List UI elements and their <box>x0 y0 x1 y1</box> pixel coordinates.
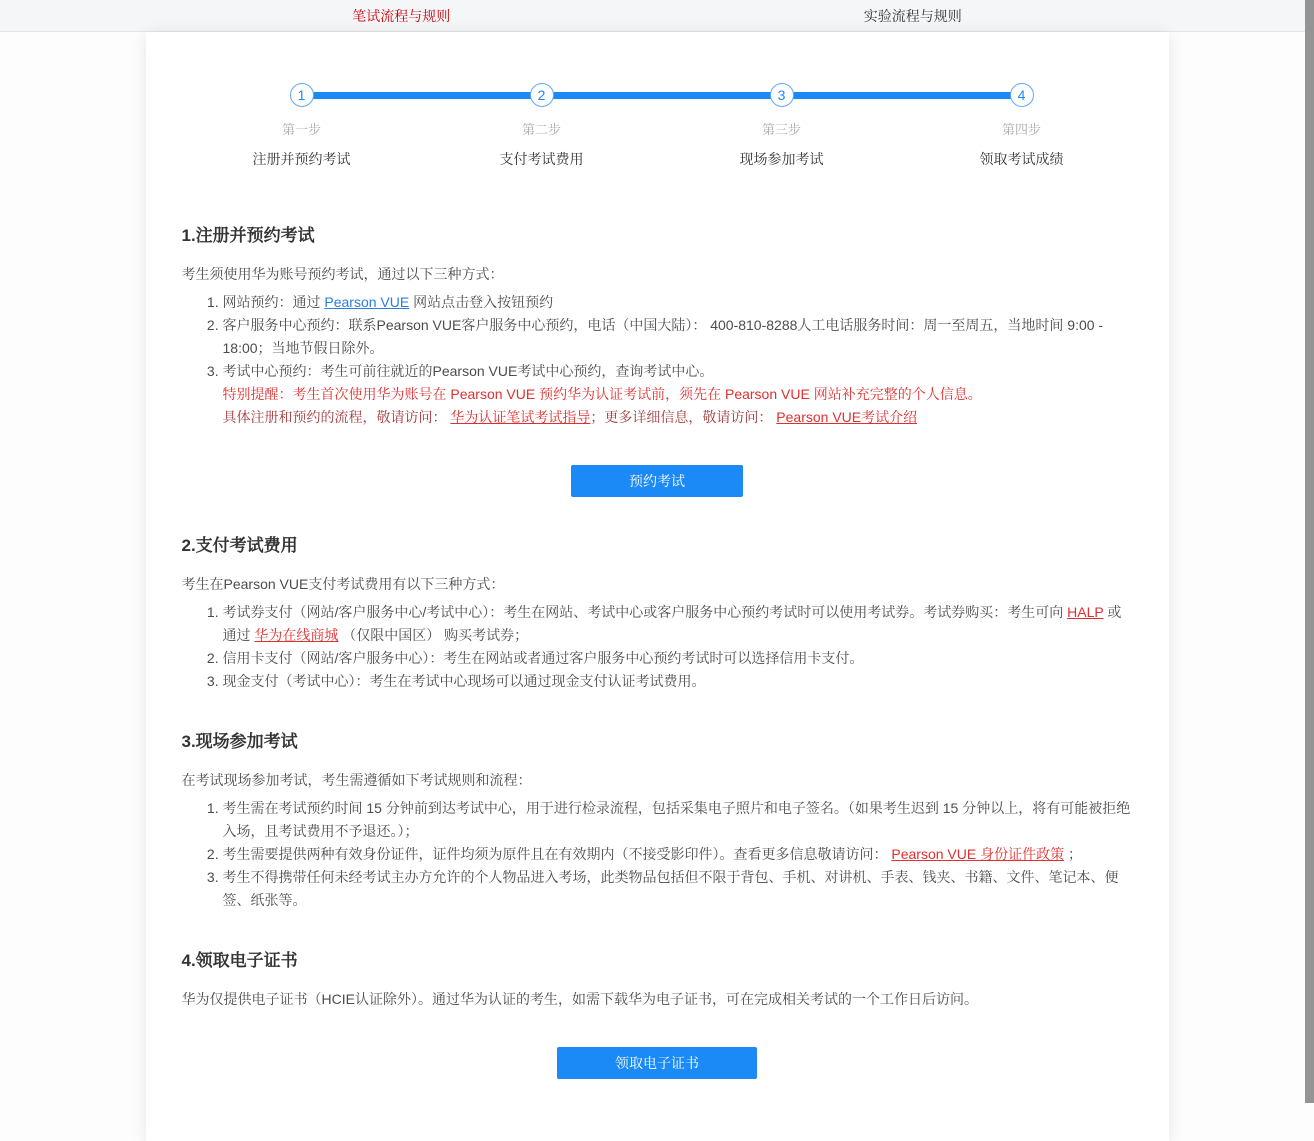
halp-link[interactable]: HALP <box>1067 604 1104 620</box>
step-1-name: 注册并预约考试 <box>252 151 351 167</box>
step-2 <box>442 83 642 169</box>
tab-written-exam-rules[interactable]: 笔试流程与规则 <box>352 7 451 24</box>
item-text: （仅限中国区） 购买考试券； <box>338 627 529 643</box>
step-2-name: 支付考试费用 <box>499 151 584 167</box>
main-content <box>146 221 1169 1079</box>
special-reminder-line1: 特别提醒：考生首次使用华为账号在 Pearson VUE 预约华为认证考试前，须先在 Pearson VUE 网站补充完整的个人信息。 <box>222 386 982 402</box>
step-4 <box>922 83 1122 169</box>
step-4-name: 领取考试成绩 <box>979 151 1064 167</box>
list-item <box>223 843 1133 866</box>
step-2-label: 第二步 <box>521 122 561 137</box>
pearson-vue-intro-link[interactable]: Pearson VUE考试介绍 <box>776 409 918 425</box>
register-methods-list <box>182 291 1133 383</box>
section-attend <box>182 727 1133 912</box>
section-register-intro: 考生须使用华为账号预约考试，通过以下三种方式： <box>181 266 504 282</box>
section-certificate <box>182 946 1133 1079</box>
section-pay-intro: 考生在Pearson VUE支付考试费用有以下三种方式： <box>181 576 505 592</box>
list-item: 1. 考生需在考试预约时间 15 分钟前到达考试中心，用于进行检录流程，包括采集电子照片和电子签名。（如果考生迟到 15 分钟以上，将有可能被拒绝入场，且考试费用不予退还。）； <box>223 797 1133 843</box>
step-3-circle: 3 <box>770 83 794 107</box>
list-item <box>223 291 1133 314</box>
item-text: 或通过 <box>222 604 1122 643</box>
tab-group <box>146 0 1169 31</box>
id-policy-link[interactable]: Pearson VUE 身份证件政策 <box>891 846 1065 862</box>
huawei-online-store-link[interactable]: 华为在线商城 <box>254 627 339 643</box>
scrollbar[interactable] <box>1305 0 1314 1103</box>
written-exam-guide-link[interactable]: 华为认证笔试考试指导 <box>450 409 591 425</box>
item-text: 考生需要提供两种有效身份证件，证件均须为原件且在有效期内（不接受影印件）。查看更多信息敬请访问： <box>222 846 892 862</box>
step-1 <box>202 83 402 169</box>
section-pay-title: 2.支付考试费用 <box>181 536 298 555</box>
step-3 <box>682 83 882 169</box>
step-1-circle: 1 <box>290 83 314 107</box>
item-text: 网站点击登入按钮预约 <box>409 294 554 310</box>
step-3-name: 现场参加考试 <box>739 151 824 167</box>
top-tab-bar <box>0 0 1314 32</box>
exam-progress-stepper <box>146 32 1169 187</box>
special-reminder-line2 <box>223 406 1133 429</box>
section-attend-intro: 在考试现场参加考试，考生需遵循如下考试规则和流程： <box>181 772 532 788</box>
section-pay <box>182 531 1133 693</box>
pay-methods-list <box>182 601 1133 693</box>
step-2-circle: 2 <box>530 83 554 107</box>
list-item: 3. 现金支付（考试中心）：考生在考试中心现场可以通过现金支付认证考试费用。 <box>223 670 1133 693</box>
stepper-connector-line <box>302 92 1022 99</box>
list-item: 2. 客户服务中心预约：联系Pearson VUE客户服务中心预约，电话（中国大陆）： 400-810-8288人工电话服务时间：周一至周五，当地时间 9:00 - 18:00；当地节假日除外。 <box>223 314 1133 360</box>
list-item <box>223 601 1133 647</box>
section-attend-title: 3.现场参加考试 <box>181 732 298 751</box>
item-text: ； <box>1064 846 1082 862</box>
reserve-exam-button[interactable]: 预约考试 <box>571 465 743 497</box>
special-reminder <box>223 383 1133 429</box>
section-register-title: 1.注册并预约考试 <box>181 226 315 245</box>
item-text: 网站预约：通过 <box>222 294 325 310</box>
section-certificate-title: 4.领取电子证书 <box>181 951 298 970</box>
certificate-button-row <box>182 1047 1133 1079</box>
step-3-label: 第三步 <box>761 122 801 137</box>
attend-rules-list <box>182 797 1133 912</box>
notice-text: 具体注册和预约的流程，敬请访问： <box>222 409 451 425</box>
section-register <box>182 221 1133 497</box>
reserve-button-row <box>182 465 1133 497</box>
step-4-circle: 4 <box>1010 83 1034 107</box>
list-item: 3. 考生不得携带任何未经考试主办方允许的个人物品进入考场，此类物品包括但不限于背包、手机、对讲机、手表、钱夹、书籍、文件、笔记本、便签、纸张等。 <box>223 866 1133 912</box>
step-4-label: 第四步 <box>1001 122 1041 137</box>
list-item: 2. 信用卡支付（网站/客户服务中心）：考生在网站或者通过客户服务中心预约考试时可以选择信用卡支付。 <box>223 647 1133 670</box>
list-item: 3. 考试中心预约：考生可前往就近的Pearson VUE考试中心预约，查询考试中心。 <box>223 360 1133 383</box>
get-certificate-button[interactable]: 领取电子证书 <box>557 1047 757 1079</box>
section-certificate-text: 华为仅提供电子证书（HCIE认证除外）。通过华为认证的考生，如需下载华为电子证书，可在完成相关考试的一个工作日后访问。 <box>181 991 978 1007</box>
pearson-vue-link[interactable]: Pearson VUE <box>324 294 410 310</box>
item-text: 考试券支付（网站/客户服务中心/考试中心）：考生在网站、考试中心或客户服务中心预约考试时可以使用考试券。考试券购买：考生可向 <box>222 604 1068 620</box>
content-card <box>146 32 1169 1141</box>
tab-lab-exam-rules[interactable]: 实验流程与规则 <box>863 7 962 24</box>
notice-text: ；更多详细信息，敬请访问： <box>590 409 777 425</box>
step-1-label: 第一步 <box>281 122 321 137</box>
